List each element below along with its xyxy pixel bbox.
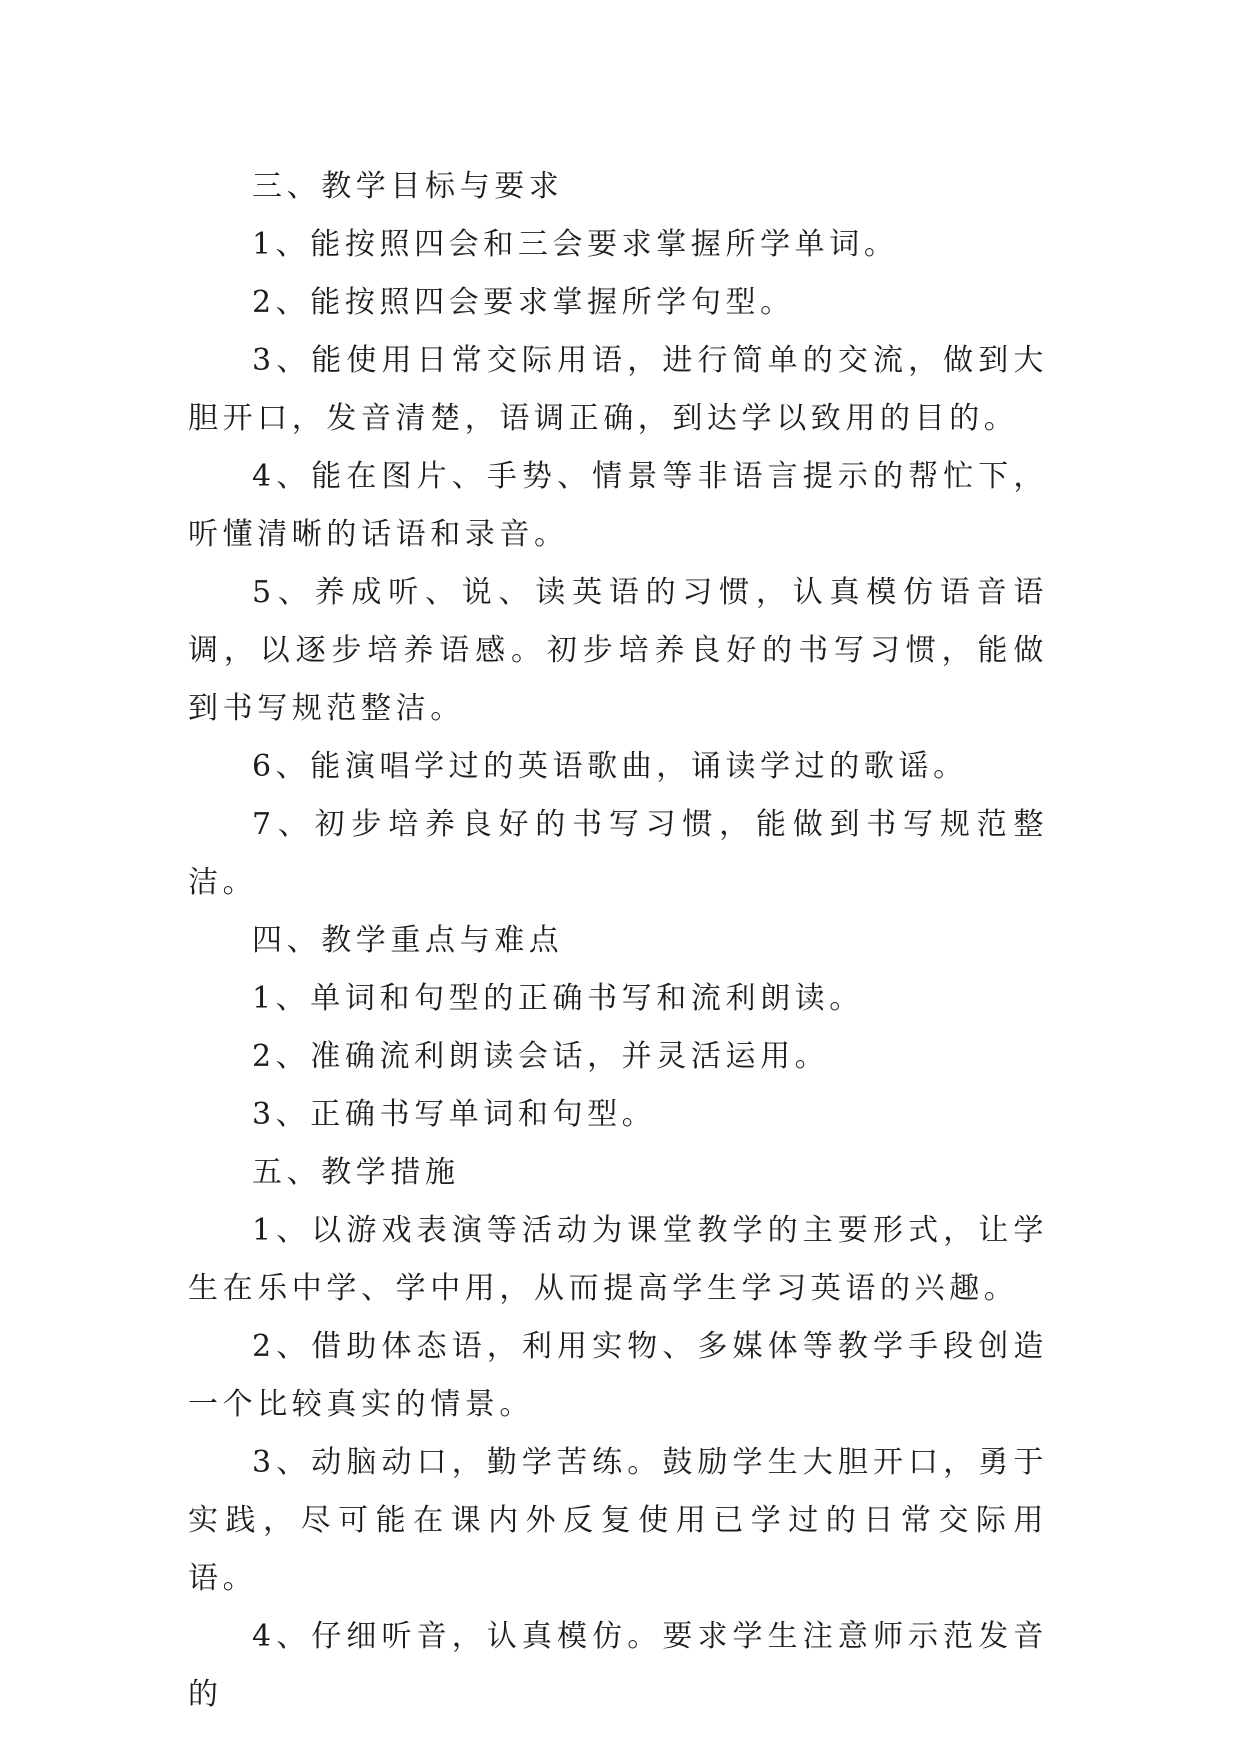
objective-item-4: 4、能在图片、手势、情景等非语言提示的帮忙下，听懂清晰的话语和录音。 [188, 459, 1048, 552]
document-body [188, 158, 1048, 1724]
objective-item-3: 3、能使用日常交际用语，进行简单的交流，做到大胆开口，发音清楚，语调正确，到达学以致用的目的。 [188, 343, 1048, 436]
measure-item-1: 1、以游戏表演等活动为课堂教学的主要形式，让学生在乐中学、学中用，从而提高学生学习英语的兴趣。 [188, 1213, 1048, 1306]
measure-item-2: 2、借助体态语，利用实物、多媒体等教学手段创造一个比较真实的情景。 [188, 1329, 1048, 1422]
objective-item-2: 2、能按照四会要求掌握所学句型。 [252, 285, 795, 320]
key-point-item-3: 3、正确书写单词和句型。 [252, 1097, 657, 1132]
measure-item-4: 4、仔细听音，认真模仿。要求学生注意师示范发音的 [188, 1619, 1048, 1712]
section-heading-measures: 五、教学措施 [252, 1155, 460, 1190]
section-heading-objectives: 三、教学目标与要求 [252, 169, 564, 204]
objective-item-7: 7、初步培养良好的书写习惯，能做到书写规范整洁。 [188, 807, 1048, 900]
measure-item-3: 3、动脑动口，勤学苦练。鼓励学生大胆开口，勇于实践，尽可能在课内外反复使用已学过的日常交际用语。 [188, 1445, 1048, 1596]
objective-item-5: 5、养成听、说、读英语的习惯，认真模仿语音语调，以逐步培养语感。初步培养良好的书写习惯，能做到书写规范整洁。 [188, 575, 1048, 726]
key-point-item-1: 1、单词和句型的正确书写和流利朗读。 [252, 981, 864, 1016]
objective-item-1: 1、能按照四会和三会要求掌握所学单词。 [252, 227, 899, 262]
objective-item-6: 6、能演唱学过的英语歌曲，诵读学过的歌谣。 [252, 749, 968, 784]
key-point-item-2: 2、准确流利朗读会话，并灵活运用。 [252, 1039, 830, 1074]
section-heading-key-points: 四、教学重点与难点 [252, 923, 564, 958]
